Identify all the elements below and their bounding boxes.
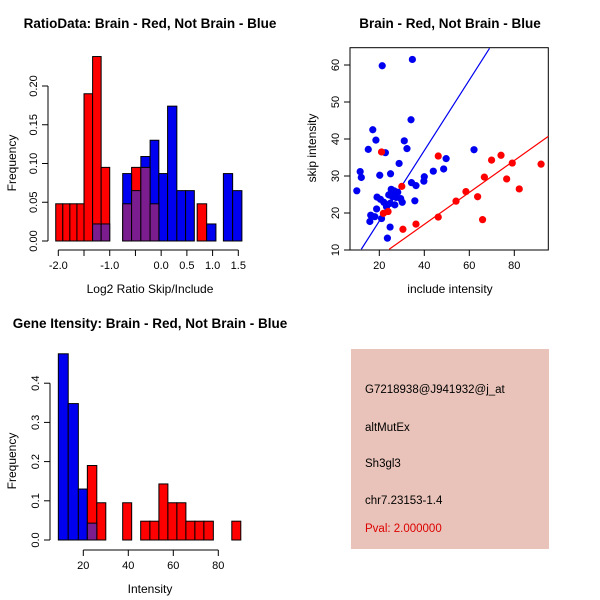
panel-ratio-histogram [0,0,300,300]
hist-bar [233,191,242,241]
hist-bar [68,404,78,540]
scatter-point-red [509,159,516,166]
y-tick-label: 0.10 [28,152,40,175]
scatter-point-red [378,148,385,155]
ratio-histogram-chart [0,0,300,300]
scatter-point-red [488,156,495,163]
hist-bar [150,204,159,241]
x-tick-label: 60 [463,260,476,272]
hist-bar [77,204,84,241]
chart-title: Brain - Red, Not Brain - Blue [359,16,541,31]
scatter-point-blue [365,146,372,153]
hist-bar [159,174,168,241]
y-tick-label: 0.2 [30,453,42,470]
y-tick-label: 10 [330,243,342,257]
x-tick-label: 40 [122,560,135,572]
hist-bar [141,167,150,241]
hist-bar [56,204,63,241]
x-tick-label: 80 [508,260,521,272]
panel-intensity-scatter [300,0,600,300]
scatter-point-red [412,221,419,228]
scatter-point-red [479,216,486,223]
scatter-point-blue [409,56,416,63]
hist-bar [70,204,77,241]
scatter-point-red [462,188,469,195]
x-tick-label: 20 [373,260,386,272]
scatter-point-blue [470,146,477,153]
hist-bar [97,503,106,540]
scatter-point-blue [387,223,394,230]
y-tick-label: 30 [330,169,342,183]
hist-bar [207,224,216,241]
x-tick-label: 1.5 [230,260,246,272]
scatter-point-blue [411,197,418,204]
x-tick-label: -1.0 [100,260,120,272]
y-axis-label: Frequency [5,432,19,490]
scatter-point-blue [373,205,380,212]
scatter-point-blue [376,172,383,179]
hist-bar [123,204,132,241]
x-tick-label: -2.0 [48,260,68,272]
x-tick-label: 80 [212,560,225,572]
hist-bar [141,521,150,540]
scatter-point-blue [384,235,391,242]
y-axis-label: skip intensity [305,113,319,183]
x-tick-label: 0.0 [153,260,169,272]
y-tick-label: 0.4 [30,375,42,391]
probe-id-text: G7218938@J941932@j_at [365,384,505,396]
scatter-point-blue [379,62,386,69]
scatter-point-blue [396,160,403,167]
gene-name-text: Sh3gl3 [365,458,401,470]
hist-bar [93,224,102,241]
event-type-text: altMutEx [365,422,410,434]
hist-bar [132,191,141,241]
y-tick-label: 0.05 [28,191,40,213]
chart-title: Gene Itensity: Brain - Red, Not Brain - Blue [12,316,288,331]
hist-bar [177,503,186,540]
scatter-point-blue [353,187,360,194]
gene-info-box [351,349,549,549]
x-tick-label: 20 [77,560,90,572]
scatter-point-blue [420,178,427,185]
y-tick-label: 20 [330,206,342,220]
scatter-point-blue [391,201,398,208]
hist-bar [186,191,195,241]
hist-bar [195,521,204,540]
y-tick-label: 60 [330,58,342,72]
scatter-point-blue [440,165,447,172]
x-axis-label: Intensity [127,582,173,596]
y-tick-label: 50 [330,95,342,109]
x-tick-label: 0.5 [179,260,195,272]
scatter-point-red [497,152,504,159]
scatter-point-blue [403,145,410,152]
scatter-point-red [474,193,481,200]
intensity-scatter-chart [300,0,600,300]
hist-bar [159,484,168,540]
scatter-point-blue [366,218,373,225]
hist-bar [78,489,87,540]
hist-bar [84,94,93,241]
hist-bar [168,106,177,241]
hist-bar [150,521,159,540]
scatter-point-blue [408,179,415,186]
scatter-point-red [435,213,442,220]
hist-bar [223,174,232,241]
hist-bar [101,224,110,241]
y-tick-label: 0.15 [28,114,40,136]
hist-bar [177,191,186,241]
x-tick-label: 1.0 [204,260,221,272]
scatter-point-red [537,161,544,168]
y-tick-label: 0.1 [30,493,42,509]
locus-text: chr7.23153-1.4 [365,495,443,507]
y-tick-label: 0.0 [30,532,42,548]
y-tick-label: 0.20 [28,75,40,97]
scatter-point-blue [407,116,414,123]
panel-gene-info [300,300,600,600]
hist-bar [168,503,177,540]
scatter-point-blue [387,170,394,177]
chart-title: RatioData: Brain - Red, Not Brain - Blue [23,16,277,31]
panel-gene-intensity-histogram [0,300,300,600]
hist-bar [63,204,70,241]
hist-bar [204,521,213,540]
x-tick-label: 60 [167,560,180,572]
scatter-point-red [503,175,510,182]
y-axis-label: Frequency [5,134,19,192]
scatter-point-blue [358,174,365,181]
scatter-point-red [398,183,405,190]
hist-bar [87,523,96,540]
hist-bar [93,57,102,241]
scatter-point-red [399,226,406,233]
hist-bar [58,354,68,540]
scatter-point-blue [369,126,376,133]
hist-bar [197,204,207,241]
scatter-point-blue [443,155,450,162]
scatter-point-blue [430,168,437,175]
scatter-point-red [384,208,391,215]
scatter-point-red [452,198,459,205]
scatter-point-red [516,185,523,192]
scatter-point-blue [372,137,379,144]
hist-bar [232,521,241,540]
y-tick-label: 0.00 [28,230,40,252]
scatter-point-red [435,152,442,159]
pval-text: Pval: 2.000000 [365,523,442,535]
hist-bar [123,503,132,540]
y-tick-label: 0.3 [30,414,42,431]
gene-intensity-histogram-chart [0,300,300,600]
scatter-point-red [481,174,488,181]
scatter-point-blue [401,137,408,144]
hist-bar [186,521,195,540]
x-axis-label: include intensity [407,282,493,296]
x-tick-label: 40 [418,260,431,272]
y-tick-label: 40 [330,132,342,146]
scatter-point-blue [399,199,406,206]
x-axis-label: Log2 Ratio Skip/Include [86,282,214,296]
